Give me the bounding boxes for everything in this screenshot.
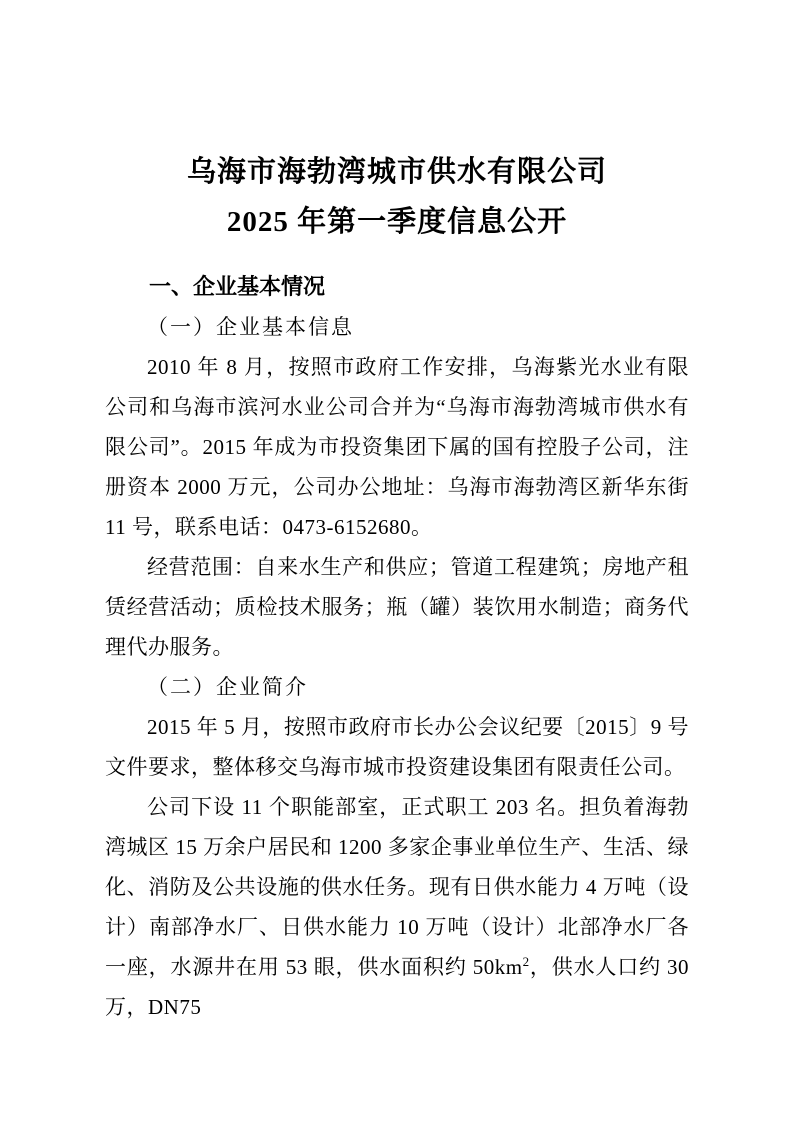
section-heading-basic-situation: 一、企业基本情况	[149, 274, 326, 299]
document-body	[105, 267, 689, 1027]
paragraph-company-history: 2010 年 8 月，按照市政府工作安排，乌海紫光水业有限公司和乌海市滨河水业公司合并为“乌海市海勃湾城市供水有限公司”。2015 年成为市投资集团下属的国有控股子公司，注册资本 2000 万元，公司办公地址：乌海市海勃湾区新华东街 11 号，联系电话：0473-6152680。	[105, 355, 689, 539]
subsection-heading-basic-info: （一）企业基本信息	[147, 315, 354, 339]
document-title	[105, 147, 689, 247]
paragraph-company-operations-text: 公司下设 11 个职能部室，正式职工 203 名。担负着海勃湾城区 15 万余户居民和 1200 多家企事业单位生产、生活、绿化、消防及公共设施的供水任务。现有日供水能力 4 万吨（设计）南部净水厂、日供水能力 10 万吨（设计）北部净水厂各一座，水源井在用 53 眼，供水面积约 50km	[105, 795, 689, 979]
paragraph-business-scope: 经营范围：自来水生产和供应；管道工程建筑；房地产租赁经营活动；质检技术服务；瓶（罐）装饮用水制造；商务代理代办服务。	[105, 555, 689, 659]
superscript-2: 2	[522, 954, 530, 969]
document-content	[105, 147, 689, 1027]
subsection-heading-company-profile: （二）企业简介	[147, 675, 308, 699]
document-title-line2: 2025 年第一季度信息公开	[226, 206, 568, 238]
paragraph-company-operations	[105, 787, 689, 1027]
document-title-line1: 乌海市海勃湾城市供水有限公司	[186, 156, 607, 188]
paragraph-company-operations-continuation: ，供水人口约 30 万，DN75	[105, 955, 689, 1019]
paragraph-transfer-2015: 2015 年 5 月，按照市政府市长办公会议纪要〔2015〕9 号文件要求，整体移交乌海市城市投资建设集团有限责任公司。	[105, 715, 689, 779]
